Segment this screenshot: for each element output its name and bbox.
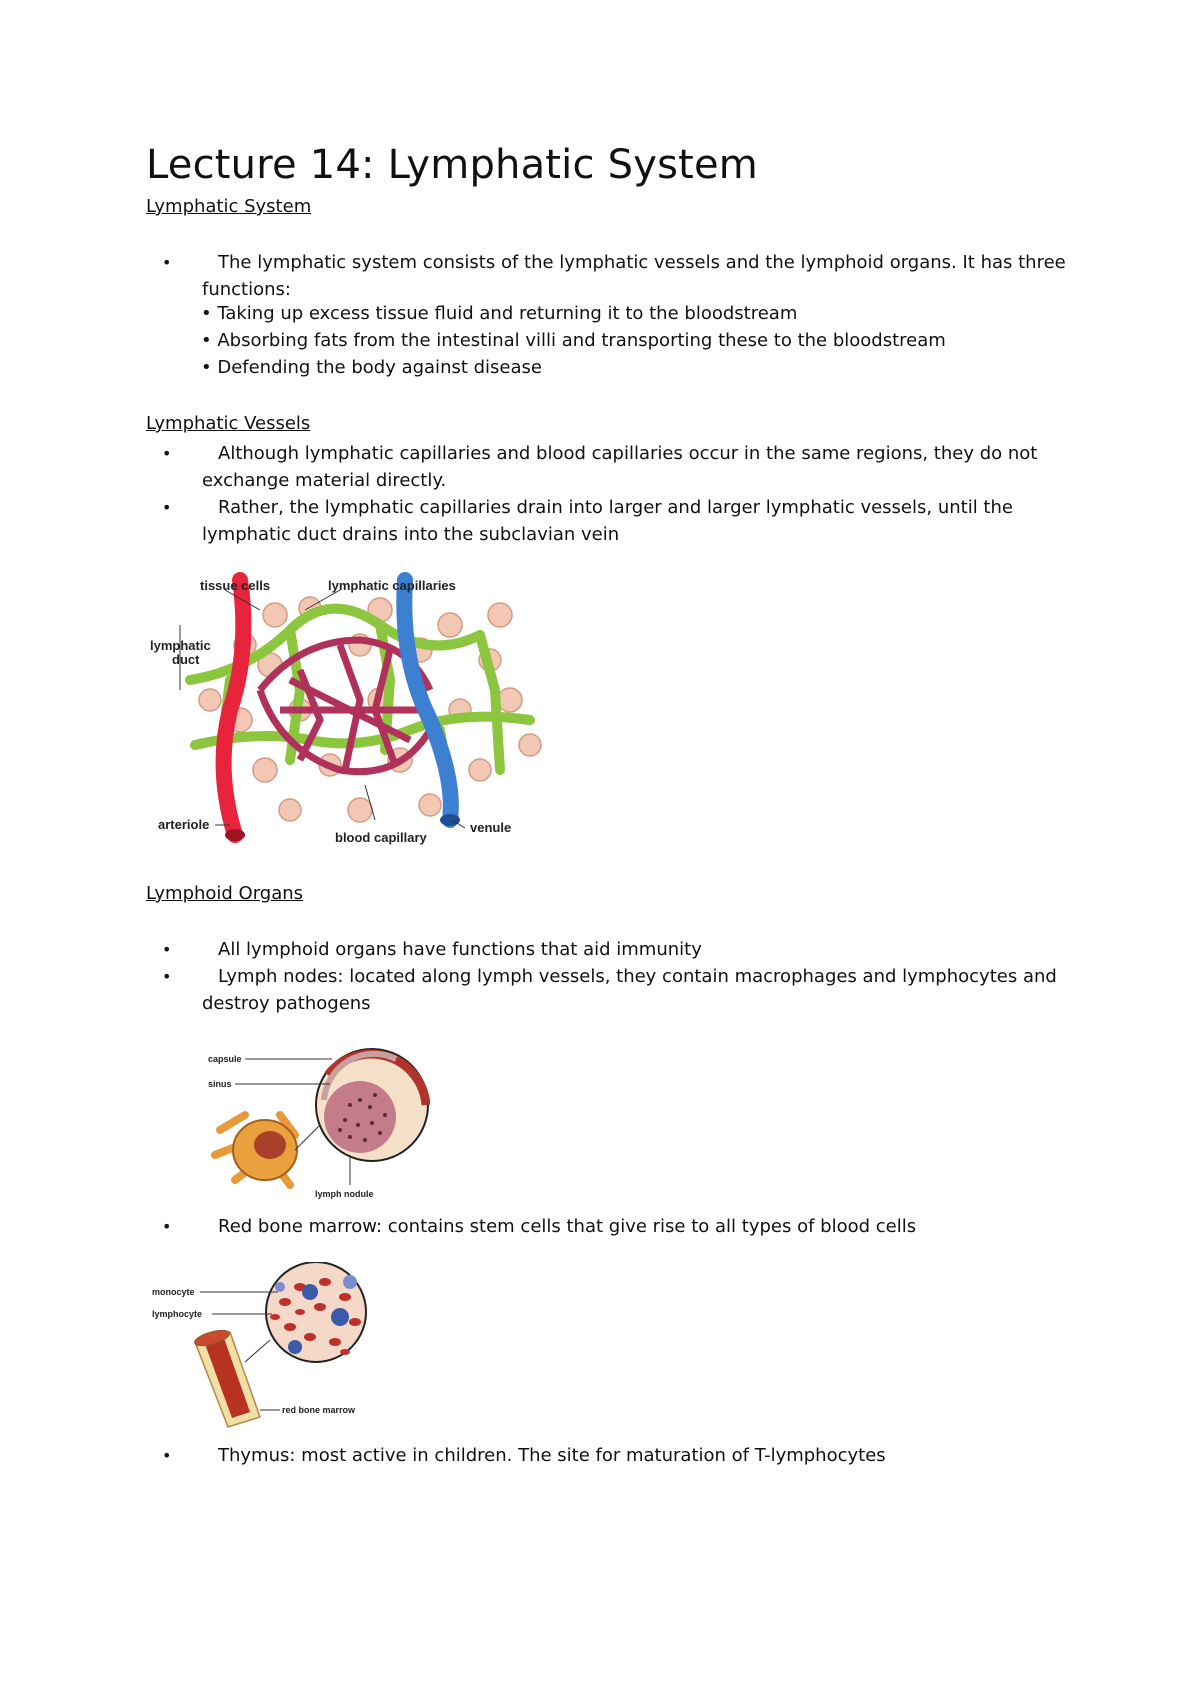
bullet-dot: • bbox=[162, 1446, 172, 1465]
sub-bullet: • Absorbing fats from the intestinal villi and transporting these to the bloodstream bbox=[201, 330, 946, 351]
bullet-dot: • bbox=[162, 940, 172, 959]
arteriole-opening bbox=[225, 829, 245, 841]
section-heading-lymphatic-vessels: Lymphatic Vessels bbox=[146, 413, 311, 434]
page-title: Lecture 14: Lymphatic System bbox=[146, 142, 758, 188]
bullet-dot: • bbox=[162, 498, 172, 517]
label-tissue-cells: tissue cells bbox=[200, 578, 271, 593]
label-lymphocyte: lymphocyte bbox=[152, 1309, 203, 1319]
bullet-text: The lymphatic system consists of the lymphatic vessels and the lymphoid organs. It has three bbox=[218, 252, 1066, 273]
sub-bullet: • Taking up excess tissue fluid and returning it to the bloodstream bbox=[201, 303, 798, 324]
lymph-node-section bbox=[316, 1049, 428, 1161]
label-blood-capillary: blood capillary bbox=[335, 830, 427, 845]
bullet-dot: • bbox=[162, 1217, 172, 1236]
red-bone-marrow-diagram bbox=[150, 1262, 410, 1432]
marrow-section bbox=[266, 1262, 366, 1362]
lymphatic-capillaries-diagram bbox=[150, 570, 570, 855]
bullet-text: Thymus: most active in children. The site for maturation of T-lymphocytes bbox=[218, 1445, 886, 1466]
bullet-text: Although lymphatic capillaries and blood capillaries occur in the same regions, they do not bbox=[218, 443, 1038, 464]
label-lymph-nodule: lymph nodule bbox=[315, 1189, 374, 1199]
label-red-bone-marrow: red bone marrow bbox=[282, 1405, 356, 1415]
label-lymphatic-capillaries: lymphatic capillaries bbox=[328, 578, 456, 593]
section-heading-lymphoid-organs: Lymphoid Organs bbox=[146, 883, 304, 904]
bullet-text: Red bone marrow: contains stem cells that give rise to all types of blood cells bbox=[218, 1216, 917, 1237]
bullet-text-cont: exchange material directly. bbox=[202, 470, 447, 491]
bullet-dot: • bbox=[162, 967, 172, 986]
lymph-node-body bbox=[215, 1115, 297, 1185]
bullet-text-cont: destroy pathogens bbox=[202, 993, 371, 1014]
label-monocyte: monocyte bbox=[152, 1287, 195, 1297]
sub-bullet: • Defending the body against disease bbox=[201, 357, 542, 378]
section-heading-lymphatic-system: Lymphatic System bbox=[146, 196, 312, 217]
bullet-dot: • bbox=[162, 444, 172, 463]
bullet-text: Rather, the lymphatic capillaries drain into larger and larger lymphatic vessels, until the bbox=[218, 497, 1013, 518]
bullet-text: Lymph nodes: located along lymph vessels, they contain macrophages and lymphocytes and bbox=[218, 966, 1057, 987]
lymph-node-diagram bbox=[200, 1045, 430, 1205]
label-arteriole: arteriole bbox=[158, 817, 210, 832]
bullet-text-cont: lymphatic duct drains into the subclavian vein bbox=[202, 524, 620, 545]
label-venule: venule bbox=[470, 820, 512, 835]
bullet-text-cont: functions: bbox=[202, 279, 291, 300]
bone-shaft bbox=[193, 1327, 260, 1427]
label-capsule: capsule bbox=[208, 1054, 242, 1064]
label-sinus: sinus bbox=[208, 1079, 232, 1089]
magnify-line bbox=[295, 1125, 320, 1150]
label-lymphatic: lymphatic bbox=[150, 638, 211, 653]
label-duct: duct bbox=[172, 652, 200, 667]
venule-opening bbox=[440, 814, 460, 826]
bullet-text: All lymphoid organs have functions that aid immunity bbox=[218, 939, 702, 960]
magnify-line bbox=[245, 1340, 270, 1362]
bullet-dot: • bbox=[162, 253, 172, 272]
